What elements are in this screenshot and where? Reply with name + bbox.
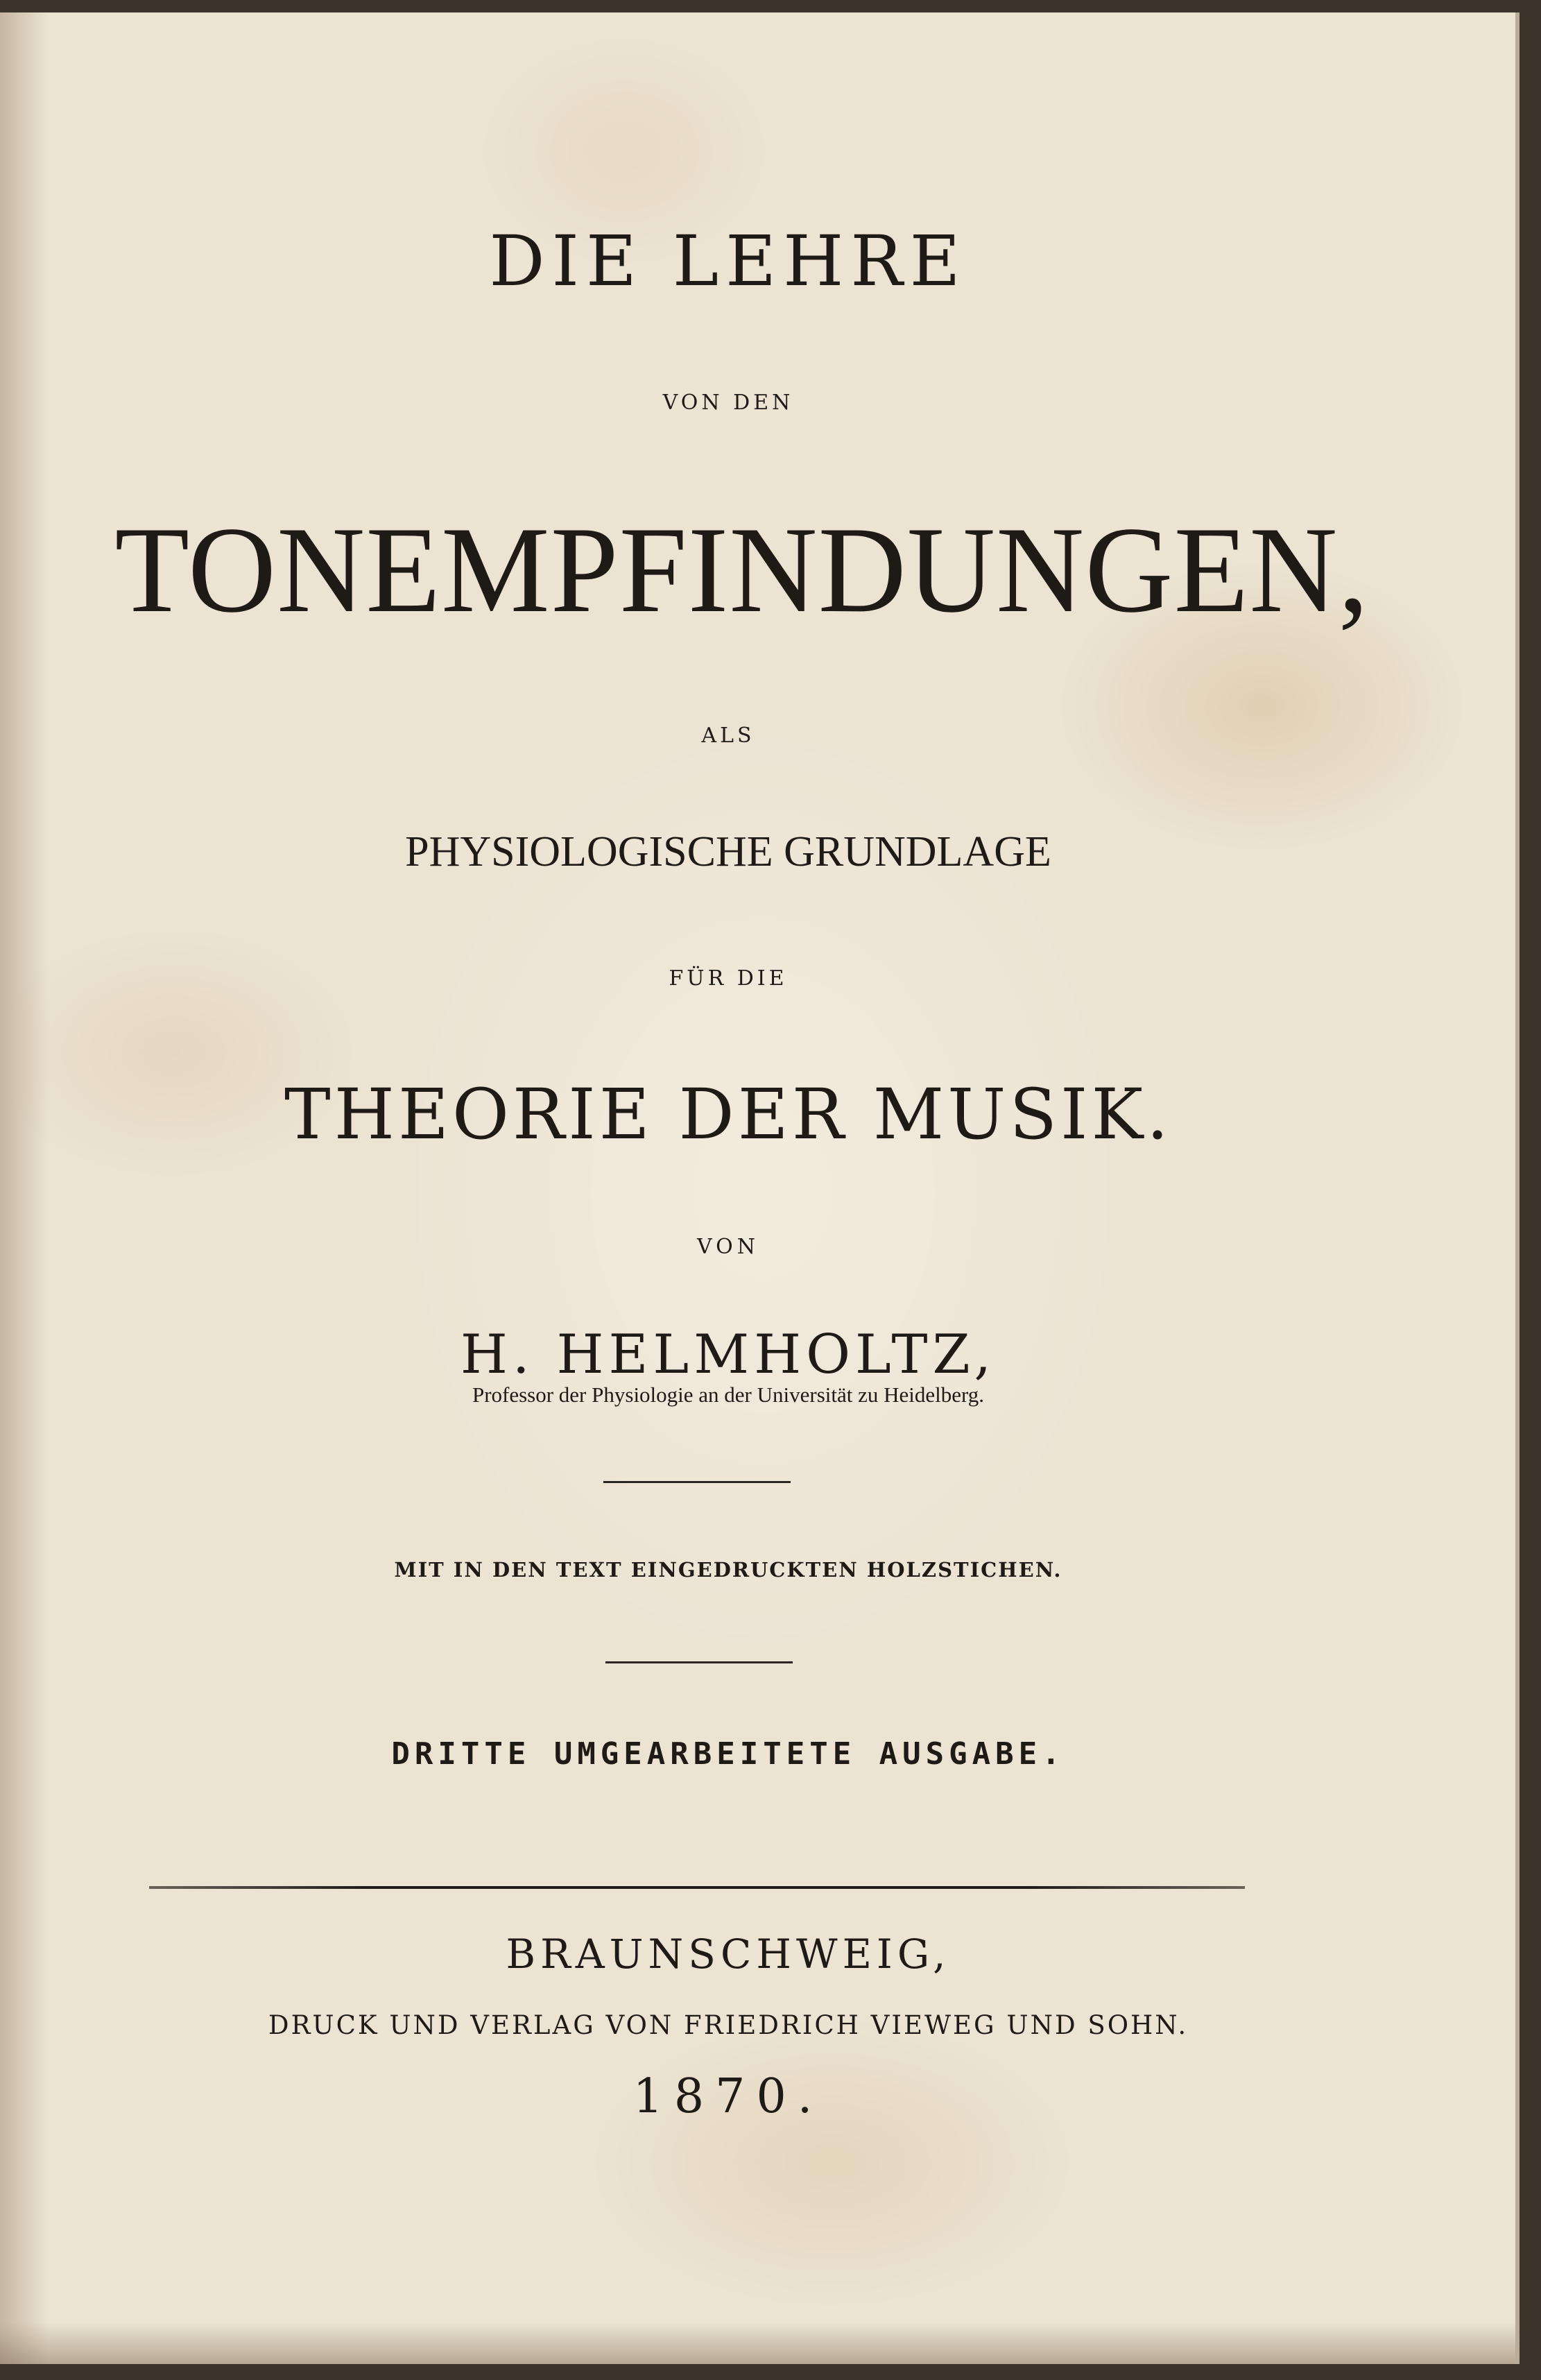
illustrations-note: MIT IN DEN TEXT EINGEDRUCKTEN HOLZSTICHEN. [394, 1558, 1062, 1582]
imprint-publisher: DRUCK UND VERLAG VON FRIEDRICH VIEWEG UND SOHN. [268, 2010, 1189, 2040]
title-line-die-lehre: DIE LEHRE [489, 221, 967, 302]
title-line-von-den: VON DEN [662, 391, 794, 415]
divider-rule-upper [603, 1481, 791, 1483]
main-title: TONEMPFINDUNGEN, [114, 501, 1370, 638]
title-line-theorie-der-musik: THEORIE DER MUSIK. [284, 1074, 1172, 1155]
divider-rule-lower [605, 1661, 793, 1663]
title-line-physiologische-grundlage: PHYSIOLOGISCHE GRUNDLAGE [405, 828, 1051, 875]
title-line-als: ALS [701, 724, 755, 748]
edition-statement: DRITTE UMGEARBEITETE AUSGABE. [391, 1736, 1065, 1772]
imprint-separator-rule [149, 1886, 1245, 1889]
imprint-city: BRAUNSCHWEIG, [506, 1930, 951, 1978]
page-edge-shadow-bottom [0, 2322, 1515, 2364]
title-page [0, 12, 1520, 2364]
imprint-year: 1870. [632, 2069, 824, 2124]
author-affiliation: Professor der Physiologie an der Universität zu Heidelberg. [472, 1382, 985, 1407]
author-name: H. HELMHOLTZ, [460, 1324, 997, 1386]
title-line-fuer-die: FÜR DIE [669, 966, 788, 991]
title-line-von: VON [697, 1235, 759, 1259]
